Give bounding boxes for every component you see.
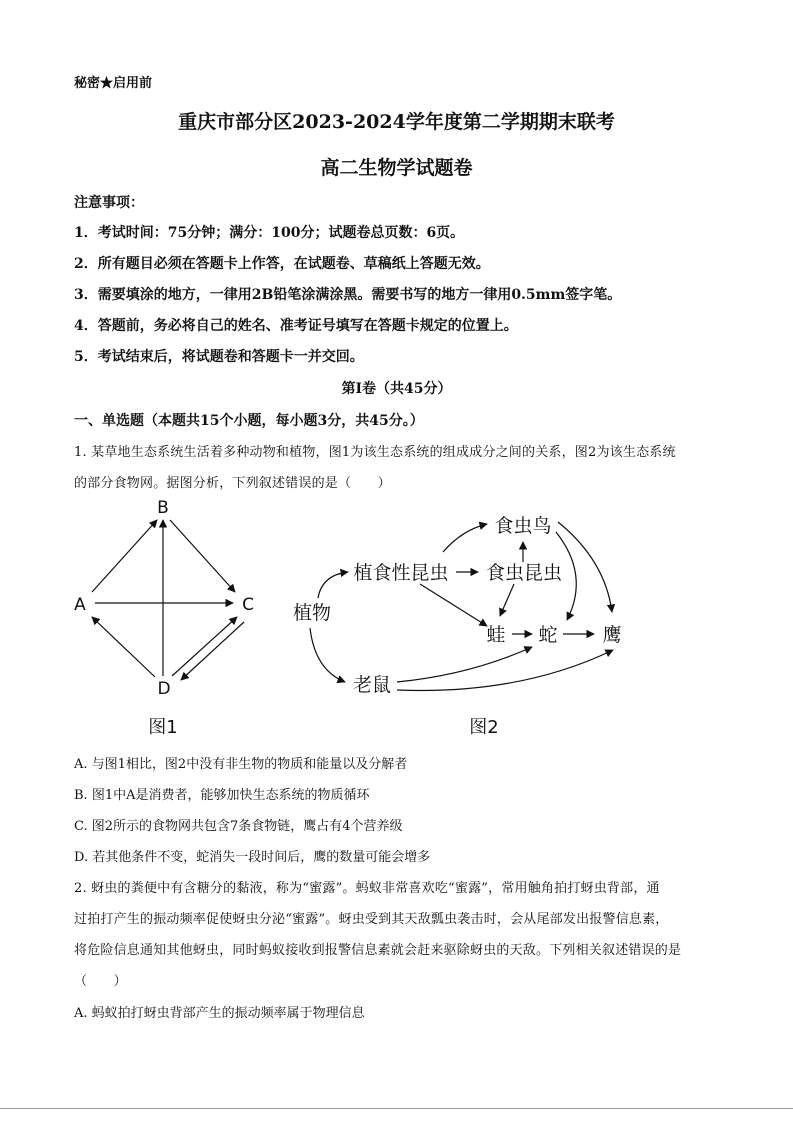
arrow-d-to-a [92,617,155,677]
node-a: A [74,595,86,615]
figure-1-diagram [92,520,244,680]
notice-item: 5．考试结束后，将试题卷和答题卡一并交回。 [74,349,364,365]
question-1-option-b: B. 图1中A是消费者，能够加快生态系统的物质循环 [74,788,370,803]
exam-title: 重庆市部分区2023-2024学年度第二学期期末联考 [178,111,615,133]
figure-1-caption: 图1 [148,717,178,738]
question-1-stem: 的部分食物网。据图分析，下列叙述错误的是（ ） [74,476,391,491]
node-frog: 蛙 [486,624,506,646]
question-2-stem: （ ） [74,974,127,989]
question-1-option-d: D. 若其他条件不变，蛇消失一段时间后，鹰的数量可能会增多 [74,850,431,865]
question-1-stem: 1. 某草地生态系统生活着多种动物和植物，图1为该生态系统的组成成分之间的关系，图2为该生态系统 [74,445,676,460]
question-2-option-a: A. 蚂蚁拍打蚜虫背部产生的振动频率属于物理信息 [74,1006,365,1021]
node-b: B [157,498,169,518]
notice-item: 3．需要填涂的地方，一律用2B铅笔涂满涂黑。需要书写的地方一律用0.5mm签字笔。 [74,287,622,303]
node-eagle: 鹰 [602,624,622,646]
node-plant: 植物 [292,602,332,624]
figure-2-caption: 图2 [469,717,499,738]
question-1-option-c: C. 图2所示的食物网共包含7条食物链，鹰占有4个营养级 [74,819,403,834]
node-insectivorous-insect: 食虫昆虫 [485,562,563,584]
question-2-stem: 过拍打产生的振动频率促使蚜虫分泌“蜜露”。蚜虫受到其天敌瓢虫袭击时，会从尾部发出报警信息素， [74,912,669,927]
arrow-c-to-d [181,622,244,680]
arrow-d-to-c [172,617,237,676]
node-snake: 蛇 [538,624,558,646]
node-d: D [157,679,171,699]
exam-subtitle: 高二生物学试题卷 [320,157,473,179]
notice-item: 2．所有题目必须在答题卡上作答，在试题卷、草稿纸上答题无效。 [74,256,490,272]
arrow-insectivore-to-frog [500,584,514,616]
node-insectivorous-bird: 食虫鸟 [494,515,552,537]
node-herbivorous-insect: 植食性昆虫 [353,562,449,584]
question-1-figures [0,490,793,745]
part-title: 第I卷（共45分） [341,381,452,397]
notice-item: 1．考试时间：75分钟；满分：100分；试题卷总页数：6页。 [74,225,465,241]
notice-heading: 注意事项： [74,195,144,211]
arrow-mouse-to-eagle [397,650,613,691]
arrow-a-to-b [92,520,157,592]
node-mouse: 老鼠 [352,674,392,696]
arrow-insect-to-frog [420,584,487,626]
question-2-stem: 将危险信息通知其他蚜虫，同时蚂蚁接收到报警信息素就会赶来驱除蚜虫的天敌。下列相关叙述错误的是 [74,943,682,958]
arrow-mouse-to-snake [397,647,532,682]
notice-item: 4．答题前，务必将自己的姓名、准考证号填写在答题卡规定的位置上。 [74,318,518,334]
arrow-insect-to-bird [443,524,487,552]
arrow-bird-to-eagle [558,522,612,612]
page-bottom-rule [0,1108,793,1109]
question-1-option-a: A. 与图1相比，图2中没有非生物的物质和能量以及分解者 [74,757,408,772]
confidential-label: 秘密★启用前 [74,76,153,91]
section-title: 一、单选题（本题共15个小题，每小题3分，共45分。） [74,413,424,429]
arrow-b-to-c [170,520,235,592]
arrow-plant-to-insect [318,572,348,598]
arrow-plant-to-mouse [310,628,345,682]
node-c: C [242,595,254,615]
figure-2-food-web [310,522,613,691]
question-2-stem: 2. 蚜虫的粪便中有含糖分的黏液，称为“蜜露”。蚂蚁非常喜欢吃“蜜露”，常用触角拍打蚜虫背部，通 [74,881,660,896]
